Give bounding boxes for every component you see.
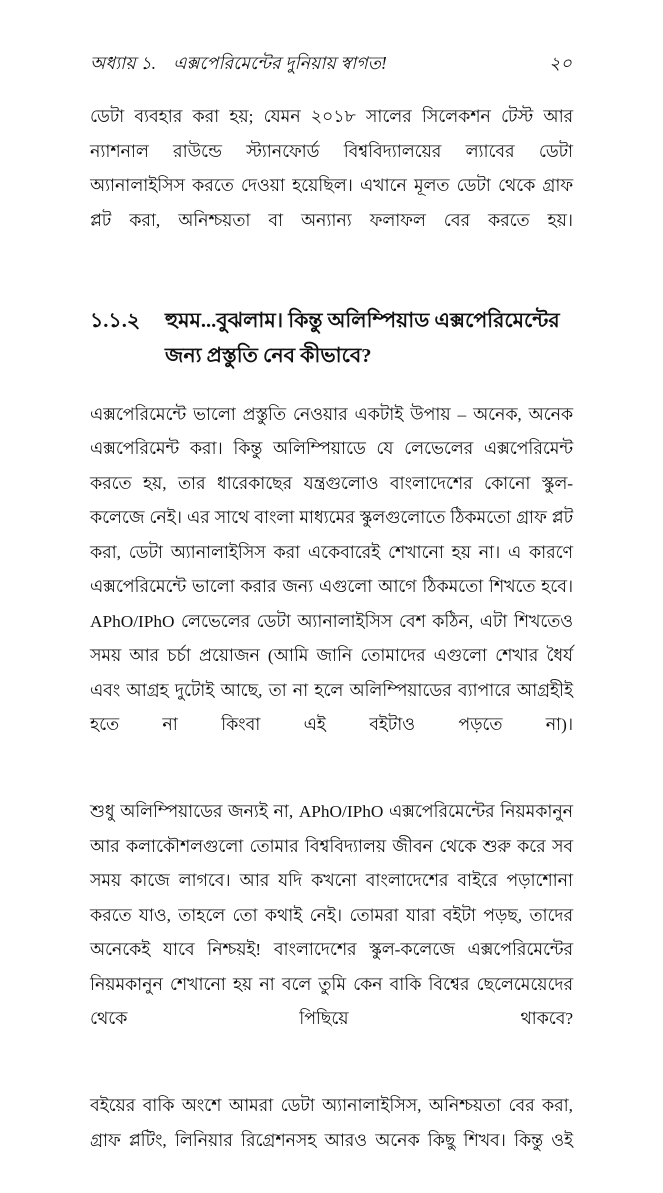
running-head-left	[90, 50, 387, 76]
section-title: হুমম...বুঝলাম। কিন্তু অলিম্পিয়াড এক্সপেরিমেন্টের জন্য প্রস্তুতি নেব কীভাবে?	[165, 309, 560, 367]
page-number: ২০	[549, 53, 572, 73]
section-heading	[90, 304, 573, 374]
paragraph-1: ডেটা ব্যবহার করা হয়; যেমন ২০১৮ সালের সিলেকশন টেস্ট আর ন্যাশনাল রাউন্ডে স্ট্যানফোর্ড বিশ্ববিদ্যালয়ের ল্যাবের ডেটা অ্যানালাইসিস করতে দেওয়া হয়েছিল। এখানে মূলত ডেটা থেকে গ্রাফ প্লট করা, অনিশ্চয়তা বা অন্যান্য ফলাফল বের করতে হয়।	[90, 107, 573, 230]
page-content	[90, 100, 573, 1193]
paragraph-3: শুধু অলিম্পিয়াডের জন্যই না, APhO/IPhO এক্সপেরিমেন্টের নিয়মকানুন আর কলাকৌশলগুলো তোমার বিশ্ববিদ্যালয় জীবন থেকে শুরু করে সব সময় কাজে লাগবে। আর যদি কখনো বাংলাদেশের বাইরে পড়াশোনা করতে যাও, তাহলে তো কথাই নেই। তোমরা যারা বইটা পড়ছ, তাদের অনেকেই যাবে নিশ্চয়ই! বাংলাদেশের স্কুল-কলেজে এক্সপেরিমেন্টের নিয়মকানুন শেখানো হয় না বলে তুমি কেন বাকি বিশ্বের ছেলেমেয়েদের থেকে পিছিয়ে থাকবে?	[90, 802, 573, 1028]
running-head-chapter-label: অধ্যায় ১.	[90, 53, 157, 73]
paragraph-2: এক্সপেরিমেন্টে ভালো প্রস্তুতি নেওয়ার একটাই উপায় – অনেক, অনেক এক্সপেরিমেন্ট করা। কিন্তু অলিম্পিয়াডে যে লেভেলের এক্সপেরিমেন্ট করতে হয়, তার ধারেকাছের যন্ত্রগুলোও বাংলাদেশের কোনো স্কুল-কলেজে নেই। এর সাথে বাংলা মাধ্যমের স্কুলগুলোতে ঠিকমতো গ্রাফ প্লট করা, ডেটা অ্যানালাইসিস করা একেবারেই শেখানো হয় না। এ কারণে এক্সপেরিমেন্টে ভালো করার জন্য এগুলো আগে ঠিকমতো শিখতে হবে। APhO/IPhO লেভেলের ডেটা অ্যানালাইসিস বেশ কঠিন, এটা শিখতেও সময় আর চর্চা প্রয়োজন (আমি জানি তোমাদের এগুলো শেখার ধৈর্য এবং আগ্রহ দুটোই আছে, তা না হলে অলিম্পিয়াডের ব্যাপারে আগ্রহীই হতে না কিংবা এই বইটাও পড়তে না)।	[90, 404, 573, 734]
running-head	[90, 50, 572, 76]
paragraph-4: বইয়ের বাকি অংশে আমরা ডেটা অ্যানালাইসিস, অনিশ্চয়তা বের করা, গ্রাফ প্লটিং, লিনিয়ার রিগ্রেশনসহ আরও অনেক কিছু শিখব। কিন্তু ওই	[90, 1096, 573, 1150]
section-number: ১.১.২	[90, 309, 141, 332]
running-head-chapter-title: এক্সপেরিমেন্টের দুনিয়ায় স্বাগত!	[173, 53, 387, 73]
